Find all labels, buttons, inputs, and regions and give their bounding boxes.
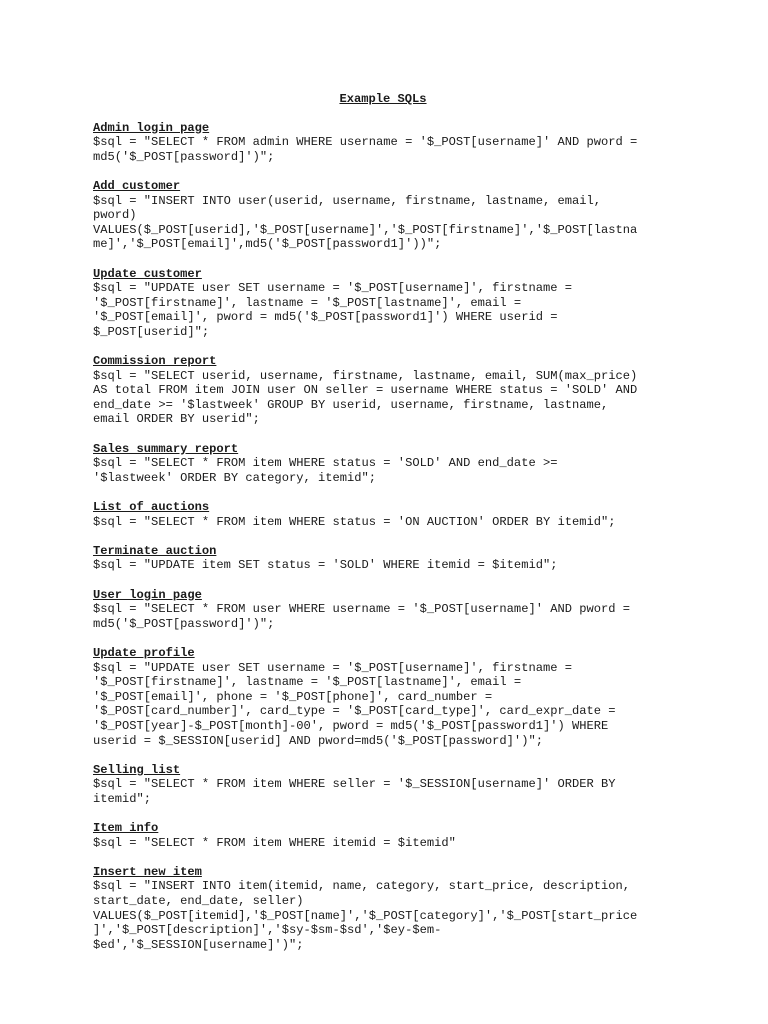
sql-code-line: '$_POST[firstname]', lastname = '$_POST[lastname]', email =	[93, 675, 522, 690]
sql-code-line: md5('$_POST[password]')";	[93, 149, 275, 164]
section-heading: Admin login page	[93, 120, 210, 135]
sql-code-line: $ed','$_SESSION[username]')";	[93, 937, 304, 952]
sql-code-line: ]','$_POST[description]','$sy-$sm-$sd','$ey-$em-	[93, 923, 442, 938]
section-heading: Selling list	[93, 762, 181, 777]
sql-section	[93, 121, 683, 165]
sql-code-line: $sql = "SELECT * FROM item WHERE status = 'SOLD' AND end_date >=	[93, 456, 558, 471]
sql-code-line: VALUES($_POST[itemid],'$_POST[name]','$_POST[category]','$_POST[start_price	[93, 908, 638, 923]
sql-section	[93, 646, 683, 748]
sql-section	[93, 865, 683, 953]
sql-code-line: $sql = "SELECT * FROM user WHERE username = '$_POST[username]' AND pword =	[93, 602, 631, 617]
section-heading: Sales summary report	[93, 441, 239, 456]
sql-code-line: $sql = "UPDATE user SET username = '$_POST[username]', firstname =	[93, 281, 572, 296]
sql-sections	[93, 121, 683, 953]
section-heading: Insert new item	[93, 864, 202, 879]
sql-code-line: $sql = "SELECT userid, username, firstname, lastname, email, SUM(max_price)	[93, 368, 638, 383]
section-heading: Update profile	[93, 645, 195, 660]
sql-code-line: $sql = "SELECT * FROM item WHERE seller = '$_SESSION[username]' ORDER BY	[93, 777, 616, 792]
document-page	[93, 92, 683, 967]
sql-section	[93, 763, 683, 807]
sql-code-line: email ORDER BY userid";	[93, 412, 260, 427]
document-title: Example SQLs	[339, 92, 427, 106]
sql-code-line: '$lastweek' ORDER BY category, itemid";	[93, 470, 377, 485]
sql-code-line: $sql = "UPDATE user SET username = '$_POST[username]', firstname =	[93, 660, 572, 675]
sql-code-line: end_date >= '$lastweek' GROUP BY userid, username, firstname, lastname,	[93, 397, 609, 412]
section-heading: Item info	[93, 821, 159, 836]
sql-code-line: md5('$_POST[password]')";	[93, 616, 275, 631]
sql-code-line: $sql = "SELECT * FROM item WHERE itemid = $itemid"	[93, 835, 456, 850]
sql-code-line: '$_POST[firstname]', lastname = '$_POST[lastname]', email =	[93, 295, 522, 310]
sql-code-line: me]','$_POST[email]',md5('$_POST[password1]'))";	[93, 237, 442, 252]
sql-code-line: '$_POST[email]', phone = '$_POST[phone]', card_number =	[93, 689, 493, 704]
sql-section	[93, 354, 683, 427]
section-heading: Terminate auction	[93, 543, 217, 558]
section-heading: Commission report	[93, 354, 217, 369]
sql-code-line: $sql = "SELECT * FROM item WHERE status = 'ON AUCTION' ORDER BY itemid";	[93, 514, 616, 529]
sql-code-line: $_POST[userid]";	[93, 324, 210, 339]
sql-section	[93, 500, 683, 529]
sql-code-line: $sql = "INSERT INTO user(userid, username, firstname, lastname, email,	[93, 193, 602, 208]
sql-section	[93, 821, 683, 850]
sql-code-line: userid = $_SESSION[userid] AND pword=md5('$_POST[password]')";	[93, 733, 543, 748]
sql-section	[93, 442, 683, 486]
sql-code-line: AS total FROM item JOIN user ON seller = username WHERE status = 'SOLD' AND	[93, 383, 638, 398]
sql-code-line: $sql = "INSERT INTO item(itemid, name, category, start_price, description,	[93, 879, 631, 894]
sql-code-line: $sql = "UPDATE item SET status = 'SOLD' WHERE itemid = $itemid";	[93, 558, 558, 573]
sql-code-line: itemid";	[93, 791, 152, 806]
section-heading: Add customer	[93, 178, 181, 193]
sql-code-line: '$_POST[email]', pword = md5('$_POST[password1]') WHERE userid =	[93, 310, 558, 325]
section-heading: Update customer	[93, 266, 202, 281]
sql-code-line: pword)	[93, 208, 137, 223]
sql-code-line: '$_POST[card_number]', card_type = '$_POST[card_type]', card_expr_date =	[93, 704, 616, 719]
sql-section	[93, 267, 683, 340]
sql-code-line: VALUES($_POST[userid],'$_POST[username]','$_POST[firstname]','$_POST[lastna	[93, 222, 638, 237]
section-heading: List of auctions	[93, 500, 210, 515]
sql-code-line: $sql = "SELECT * FROM admin WHERE username = '$_POST[username]' AND pword =	[93, 135, 638, 150]
sql-section	[93, 179, 683, 252]
sql-section	[93, 544, 683, 573]
sql-code-line: '$_POST[year]-$_POST[month]-00', pword = md5('$_POST[password1]') WHERE	[93, 718, 609, 733]
sql-section	[93, 588, 683, 632]
section-heading: User login page	[93, 587, 202, 602]
sql-code-line: start_date, end_date, seller)	[93, 894, 304, 909]
